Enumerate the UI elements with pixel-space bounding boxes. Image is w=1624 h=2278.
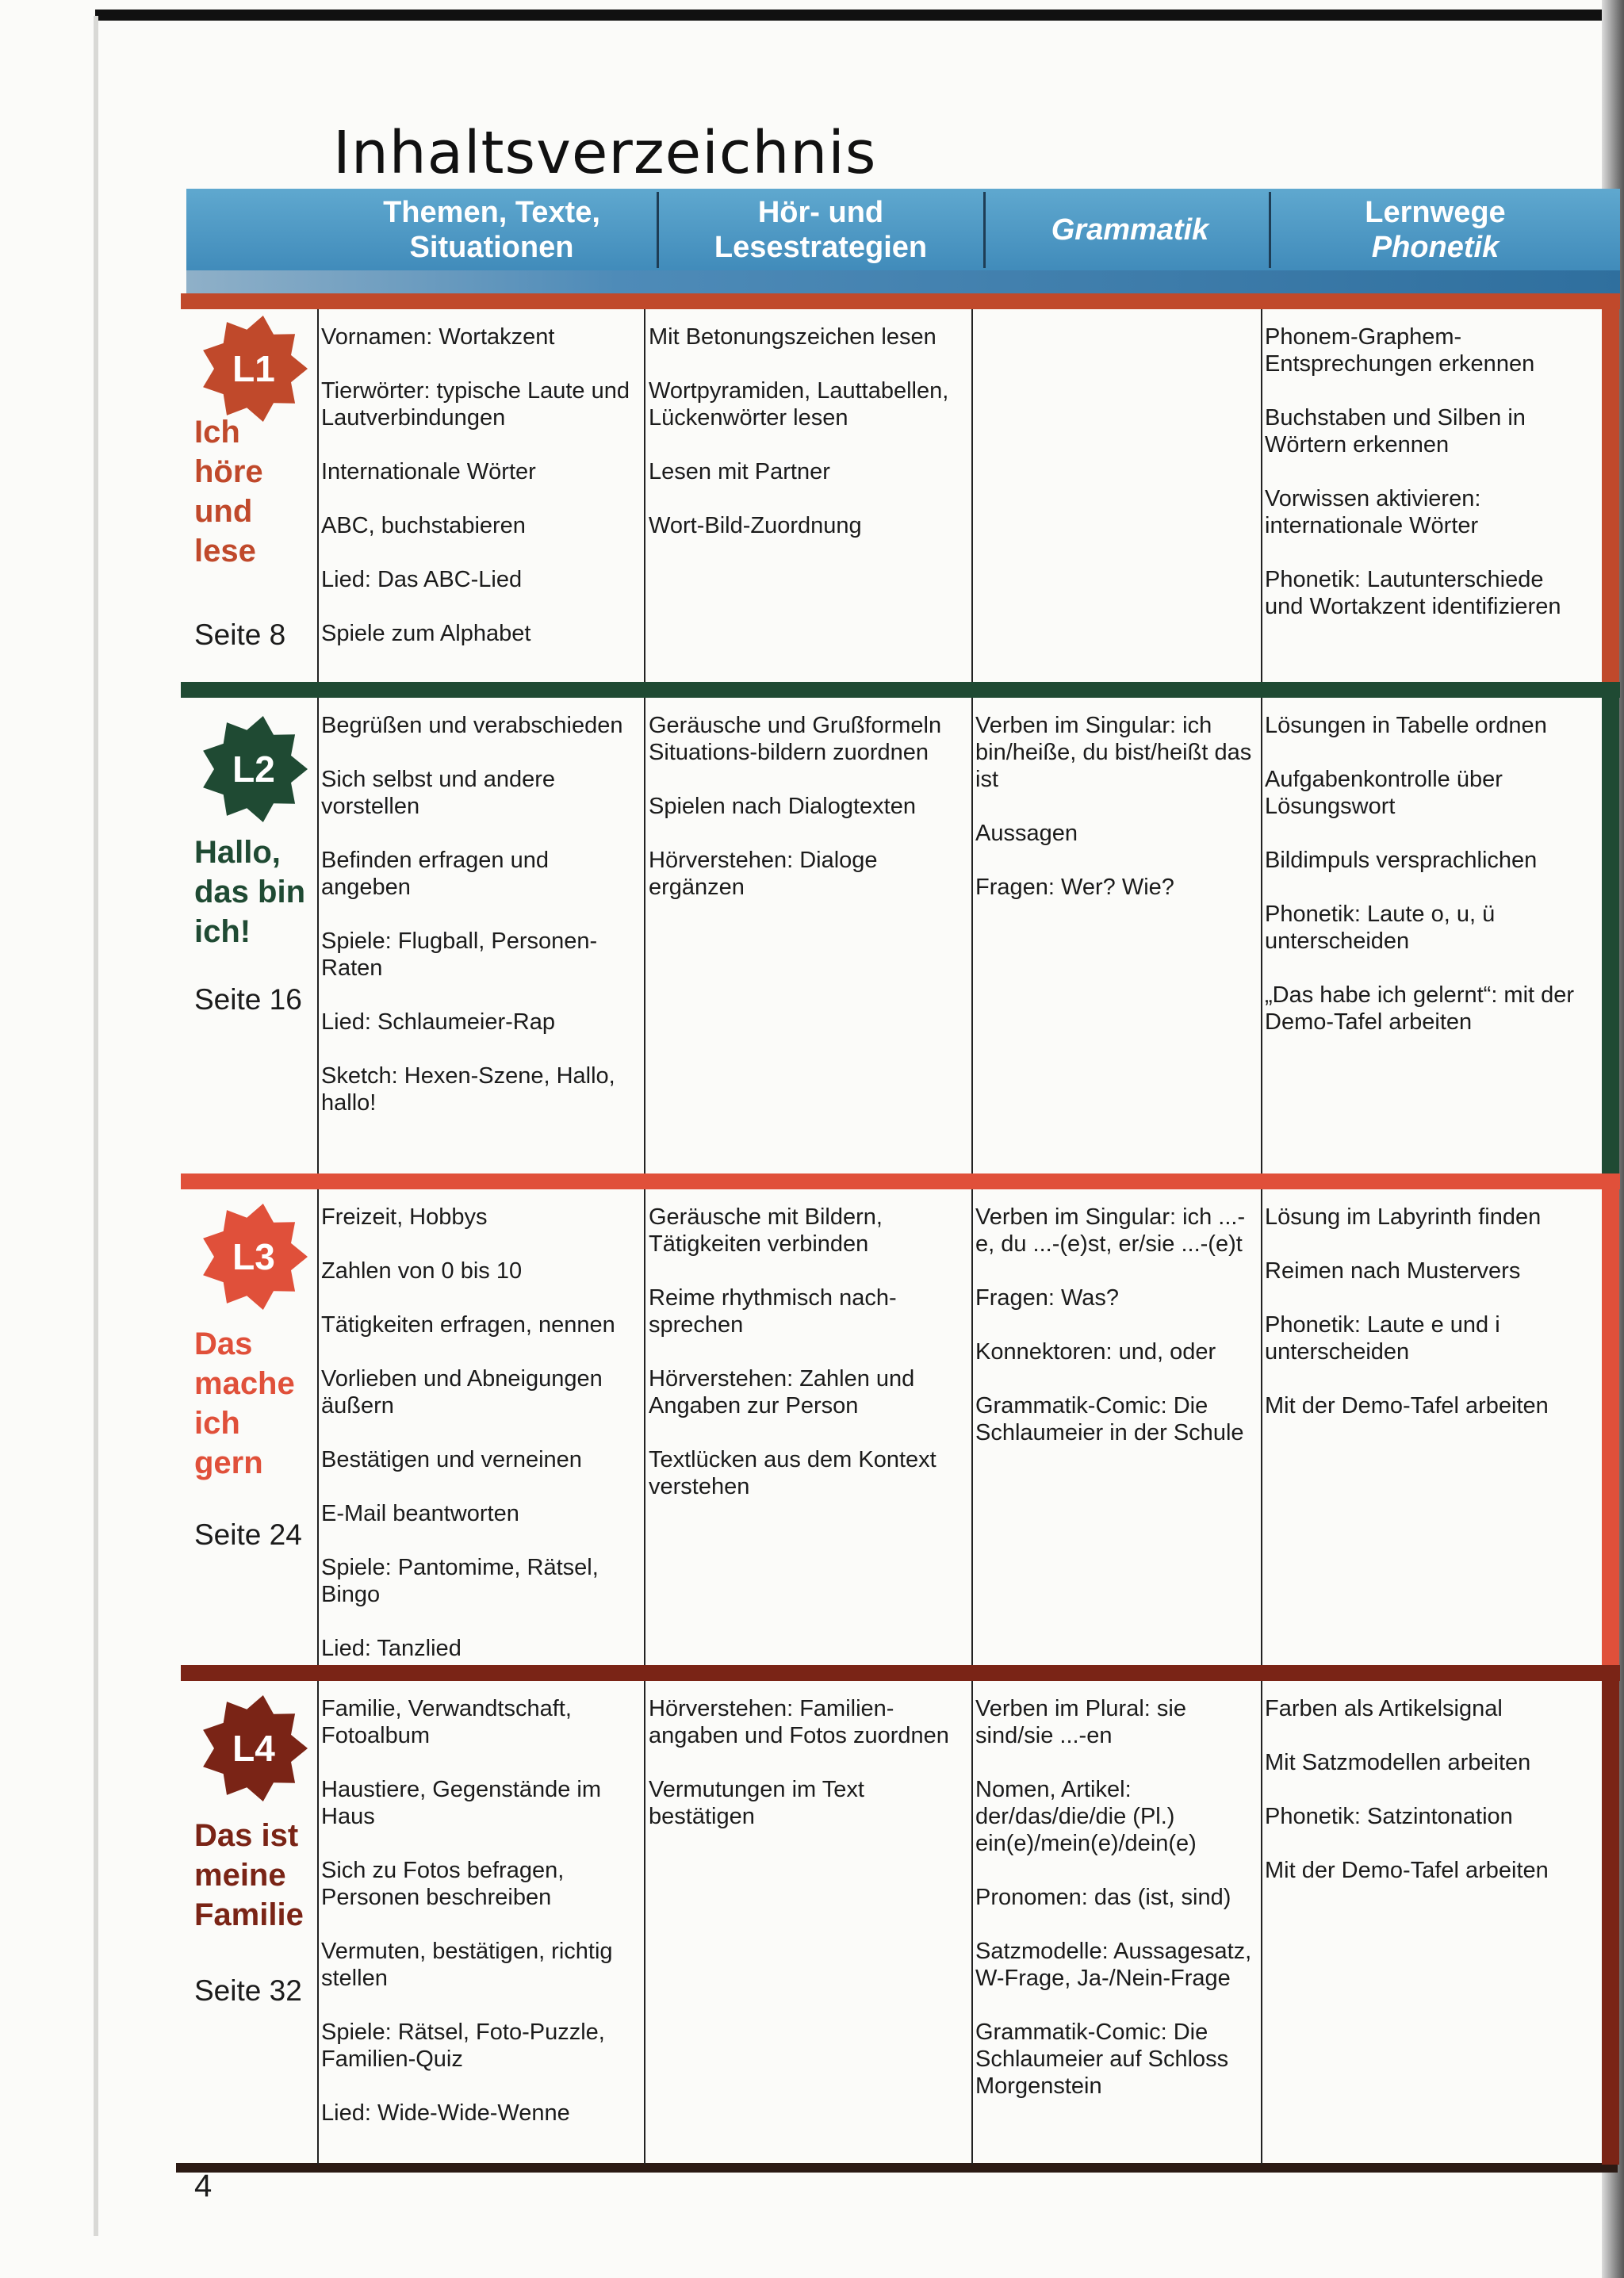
column-themen [321,1204,638,1689]
column-divider [317,1189,319,1665]
entry-lernwege: Phonem-Graphem-Entsprechungen erkennen [1265,324,1535,377]
lesson-page-ref[interactable]: Seite 16 [194,983,302,1016]
entry-lernwege: Aufgabenkontrolle über Lösungswort [1265,767,1503,819]
column-grammatik [975,712,1257,928]
entry-lernwege: Bildimpuls versprachlichen [1265,848,1538,873]
entry-lernwege: Mit der Demo-Tafel arbeiten [1265,1858,1549,1883]
entry-themen: Familie, Verwandtschaft, Fotoalbum [321,1696,572,1748]
entry-themen: Begrüßen und verabschieden [321,713,623,738]
column-divider [644,309,645,682]
entry-grammatik: Pronomen: das (ist, sind) [975,1885,1231,1910]
entry-themen: Sketch: Hexen-Szene, Hallo, hallo! [321,1063,615,1116]
column-divider [1261,309,1262,682]
column-hoeren [649,324,966,566]
lesson-badge-icon [194,1201,313,1312]
entry-lernwege: Lösungen in Tabelle ordnen [1265,713,1547,738]
entry-lernwege: Farben als Artikelsignal [1265,1696,1503,1721]
entry-hoeren: Wort-Bild-Zuordnung [649,513,862,538]
column-header-themen [333,189,650,270]
column-header-line: Phonetik [1371,230,1500,264]
lesson-title [194,833,305,951]
badge-label: L2 [232,748,275,790]
page-edge [94,16,98,2236]
entry-themen: ABC, buchstabieren [321,513,526,538]
column-header-line: Grammatik [1051,212,1209,247]
column-header-line: Themen, Texte, [383,195,600,229]
column-lernwege [1265,1695,1582,1911]
lesson-title-line: meine [194,1858,286,1893]
entry-themen: Spiele: Pantomime, Rätsel, Bingo [321,1555,599,1607]
column-lernwege [1265,1204,1582,1446]
lesson-title-line: Das ist [194,1818,299,1853]
lesson-title [194,1324,295,1483]
lesson-page-ref[interactable]: Seite 24 [194,1518,302,1551]
entry-lernwege: Reimen nach Mustervers [1265,1258,1521,1284]
entry-grammatik: Aussagen [975,821,1078,846]
lesson-band [181,1665,1620,1681]
entry-grammatik: Grammatik-Comic: Die Schlaumeier auf Schloss Morgenstein [975,2020,1229,2099]
entry-grammatik: Nomen, Artikel: der/das/die/die (Pl.) ein(e)/mein(e)/dein(e) [975,1777,1197,1856]
lesson-title-line: ich! [194,914,251,949]
lesson-page-ref[interactable]: Seite 32 [194,1974,302,2007]
column-divider [644,698,645,1173]
column-lernwege [1265,324,1582,647]
entry-hoeren: Textlücken aus dem Kontext verstehen [649,1447,936,1499]
entry-hoeren: Lesen mit Partner [649,459,830,484]
column-divider [644,1189,645,1665]
lesson-side-bar [1602,1665,1619,2165]
entry-hoeren: Hörverstehen: Dialoge ergänzen [649,848,878,900]
entry-themen: Lied: Tanzlied [321,1636,462,1661]
entry-themen: Lied: Wide-Wide-Wenne [321,2100,570,2126]
entry-grammatik: Satzmodelle: Aussagesatz, W-Frage, Ja-/Nein-Frage [975,1939,1252,1991]
badge-label: L1 [232,348,275,389]
page-title: Inhaltsverzeichnis [333,119,877,187]
column-grammatik [975,1204,1257,1473]
column-hoeren [649,712,966,928]
lesson-band [181,682,1620,698]
entry-hoeren: Hörverstehen: Familien-angaben und Fotos zuordnen [649,1696,949,1748]
header-divider [657,192,659,268]
lesson-badge-icon [194,313,313,424]
lesson-title-line: gern [194,1445,263,1480]
column-header-line: Situationen [409,230,574,264]
lesson-side-bar [1602,1173,1619,1665]
column-divider [317,309,319,682]
entry-lernwege: Mit Satzmodellen arbeiten [1265,1750,1531,1775]
lesson-title-line: Das [194,1327,253,1361]
entry-themen: Vornamen: Wortakzent [321,324,555,350]
lesson-badge-icon [194,714,313,825]
entry-hoeren: Geräusche mit Bildern, Tätigkeiten verbinden [649,1204,883,1257]
entry-themen: Vorlieben und Abneigungen äußern [321,1366,603,1418]
lesson-title-line: und [194,494,253,529]
lesson-title-line: Familie [194,1897,304,1932]
column-divider [1261,698,1262,1173]
column-divider [971,1681,973,2165]
entry-hoeren: Spielen nach Dialogtexten [649,794,916,819]
entry-themen: Lied: Das ABC-Lied [321,567,523,592]
entry-hoeren: Hörverstehen: Zahlen und Angaben zur Person [649,1366,915,1418]
entry-lernwege: Lösung im Labyrinth finden [1265,1204,1542,1230]
lesson-title-line: ich [194,1406,240,1441]
entry-themen: Haustiere, Gegenstände im Haus [321,1777,602,1829]
lesson-badge-icon [194,1693,313,1804]
entry-lernwege: Vorwissen aktivieren: internationale Wörter [1265,486,1481,538]
entry-themen: Internationale Wörter [321,459,536,484]
entry-themen: E-Mail beantworten [321,1501,519,1526]
entry-hoeren: Geräusche und Grußformeln Situations-bildern zuordnen [649,713,942,765]
column-divider [1261,1681,1262,2165]
lesson-title [194,1816,304,1935]
entry-lernwege: Buchstaben und Silben in Wörtern erkennen [1265,405,1526,458]
lesson-title-line: mache [194,1366,295,1401]
entry-grammatik: Fragen: Was? [975,1285,1120,1311]
column-divider [971,698,973,1173]
table-bottom-band [176,2163,1618,2173]
lesson-page-ref[interactable]: Seite 8 [194,618,286,651]
entry-themen: Zahlen von 0 bis 10 [321,1258,523,1284]
entry-themen: Tierwörter: typische Laute und Lautverbindungen [321,378,630,431]
column-themen [321,712,638,1143]
entry-lernwege: Phonetik: Lautunterschiede und Wortakzent identifizieren [1265,567,1561,619]
badge-label: L3 [232,1236,275,1277]
header-divider [1269,192,1271,268]
entry-grammatik: Konnektoren: und, oder [975,1339,1216,1365]
column-header-grammatik [987,189,1273,270]
column-header-lernwege [1277,189,1594,270]
entry-grammatik: Grammatik-Comic: Die Schlaumeier in der Schule [975,1393,1244,1445]
header-divider [983,192,986,268]
entry-grammatik: Verben im Singular: ich ...-e, du ...-(e)st, er/sie ...-(e)t [975,1204,1246,1257]
entry-hoeren: Reime rhythmisch nach-sprechen [649,1285,897,1338]
column-header-line: Lesestrategien [714,230,928,264]
entry-themen: Spiele: Flugball, Personen-Raten [321,928,598,981]
entry-lernwege: „Das habe ich gelernt“: mit der Demo-Tafel arbeiten [1265,982,1575,1035]
entry-themen: Sich selbst und andere vorstellen [321,767,556,819]
lesson-title-line: lese [194,534,256,569]
entry-lernwege: Mit der Demo-Tafel arbeiten [1265,1393,1549,1418]
entry-hoeren: Vermutungen im Text bestätigen [649,1777,864,1829]
column-hoeren [649,1204,966,1527]
lesson-side-bar [1602,682,1619,1173]
column-lernwege [1265,712,1582,1062]
lesson-title-line: höre [194,454,263,489]
column-header-hoeren [662,189,979,270]
column-divider [971,1189,973,1665]
column-header-line: Hör- und [757,195,884,229]
entry-themen: Freizeit, Hobbys [321,1204,488,1230]
entry-themen: Sich zu Fotos befragen, Personen beschreiben [321,1858,565,1910]
entry-lernwege: Phonetik: Satzintonation [1265,1804,1513,1829]
lesson-title-line: das bin [194,875,306,909]
column-hoeren [649,1695,966,1857]
column-divider [971,309,973,682]
entry-grammatik: Verben im Singular: ich bin/heiße, du bist/heißt das ist [975,713,1252,792]
column-grammatik [975,1695,1257,2127]
entry-themen: Spiele zum Alphabet [321,621,531,646]
badge-label: L4 [232,1728,275,1769]
entry-themen: Lied: Schlaumeier-Rap [321,1009,555,1035]
column-divider [1261,1189,1262,1665]
lesson-title-line: Hallo, [194,835,281,870]
entry-themen: Bestätigen und verneinen [321,1447,582,1472]
lesson-band [181,293,1620,309]
column-themen [321,324,638,674]
entry-grammatik: Fragen: Wer? Wie? [975,875,1174,900]
top-border [95,10,1624,21]
entry-lernwege: Phonetik: Laute e und i unterscheiden [1265,1312,1500,1365]
column-header-line: Lernwege [1365,195,1506,229]
entry-themen: Tätigkeiten erfragen, nennen [321,1312,615,1338]
entry-themen: Spiele: Rätsel, Foto-Puzzle, Familien-Quiz [321,2020,605,2072]
lesson-band [181,1173,1620,1189]
entry-grammatik: Verben im Plural: sie sind/sie ...-en [975,1696,1186,1748]
lesson-title [194,412,263,571]
entry-lernwege: Phonetik: Laute o, u, ü unterscheiden [1265,902,1496,954]
entry-themen: Befinden erfragen und angeben [321,848,549,900]
column-themen [321,1695,638,2154]
column-divider [644,1681,645,2165]
column-divider [317,1681,319,2165]
lesson-side-bar [1602,293,1619,682]
entry-hoeren: Mit Betonungszeichen lesen [649,324,936,350]
column-divider [317,698,319,1173]
page-number: 4 [194,2169,213,2203]
lesson-title-line: Ich [194,415,240,450]
entry-hoeren: Wortpyramiden, Lauttabellen, Lückenwörter lesen [649,378,949,431]
table-header-strip [186,270,1620,294]
entry-themen: Vermuten, bestätigen, richtig stellen [321,1939,613,1991]
